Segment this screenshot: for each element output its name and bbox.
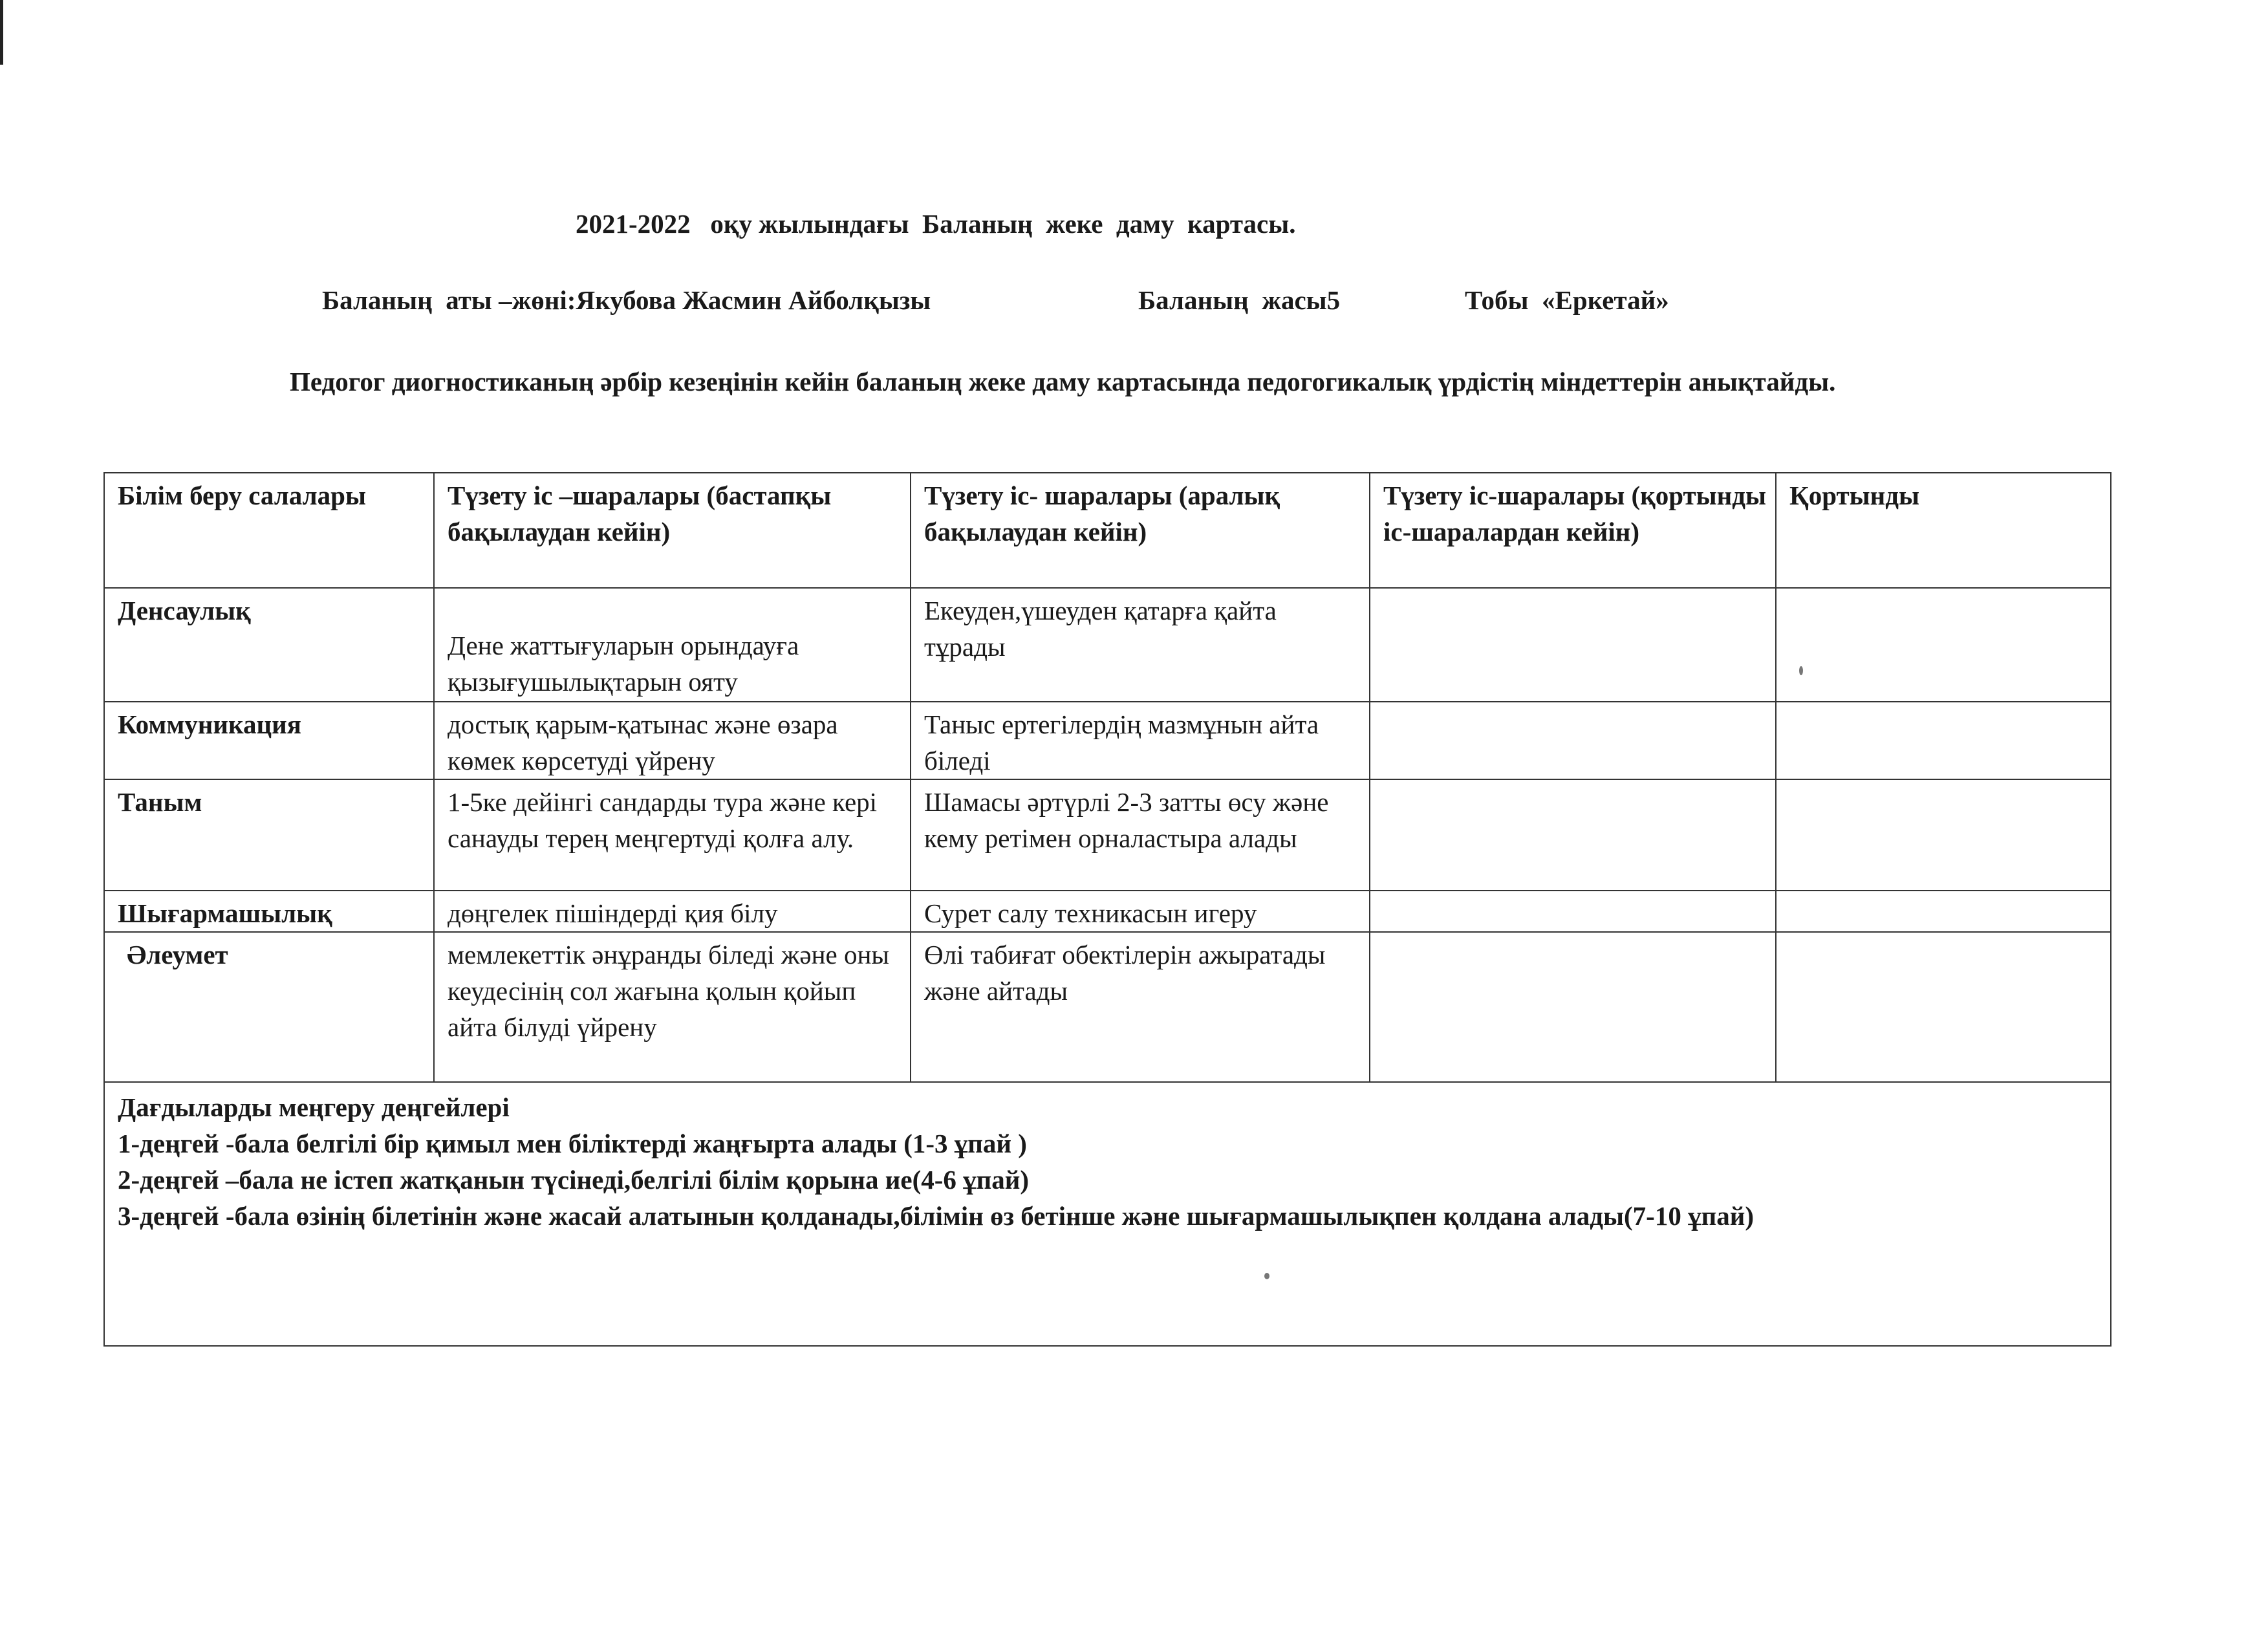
document-title: 2021-2022 оқу жылындағы Баланың жеке даму картасы.	[576, 209, 1296, 239]
area-cell: Денсаулық	[104, 588, 434, 702]
initial-cell: мемлекеттік әнұранды біледі және оны кеудесінің сол жағына қолын қойып айта білуді үйрену	[434, 932, 911, 1082]
final-cell	[1370, 891, 1776, 932]
header-conclusion: Қортынды	[1776, 473, 2111, 588]
initial-cell: Дене жаттығуларын орындауға қызығушылықтарын ояту	[434, 588, 911, 702]
levels-row	[104, 1082, 2111, 1346]
development-card-table	[103, 472, 2111, 1347]
intermediate-cell: Таныс ертегілердің мазмұнын айта біледі	[911, 702, 1370, 779]
area-cell: Коммуникация	[104, 702, 434, 779]
area-cell: Шығармашылық	[104, 891, 434, 932]
scan-edge-mark	[0, 0, 3, 65]
intermediate-cell: Өлі табиғат обектілерін ажыратады және айтады	[911, 932, 1370, 1082]
conclusion-cell	[1776, 588, 2111, 702]
conclusion-cell	[1776, 702, 2111, 779]
table-row	[104, 702, 2111, 779]
conclusion-cell	[1776, 932, 2111, 1082]
header-row	[104, 473, 2111, 588]
conclusion-cell	[1776, 779, 2111, 891]
child-group: Тобы «Еркетай»	[1465, 285, 1669, 315]
intermediate-cell: Шамасы әртүрлі 2-3 затты өсу және кему ретімен орналастыра алады	[911, 779, 1370, 891]
level-item: 3-деңгей -бала өзінің білетінін және жасай алатынын қолданады,білімін өз бетінше және шығармашылықпен қолдана алады(7-10 ұпай)	[118, 1201, 1754, 1231]
initial-cell: 1-5ке дейінгі сандарды тура және кері санауды терең меңгертуді қолға алу.	[434, 779, 911, 891]
scan-speck	[1264, 1273, 1269, 1279]
final-cell	[1370, 932, 1776, 1082]
child-age: Баланың жасы5	[1138, 285, 1341, 315]
initial-cell: дөңгелек пішіндерді қия білу	[434, 891, 911, 932]
final-cell	[1370, 702, 1776, 779]
header-areas: Білім беру салалары	[104, 473, 434, 588]
area-cell: Таным	[104, 779, 434, 891]
level-item: 1-деңгей -бала белгілі бір қимыл мен біліктерді жаңғырта алады (1-3 ұпай )	[118, 1129, 1027, 1158]
intermediate-cell: Екеуден,үшеуден қатарға қайта тұрады	[911, 588, 1370, 702]
child-name: Баланың аты –жөні:Якубова Жасмин Айболқызы	[322, 285, 931, 315]
table-row	[104, 588, 2111, 702]
header-final-measures: Түзету іс-шаралары (қортынды іс-шаралардан кейін)	[1370, 473, 1776, 588]
initial-cell: достық қарым-қатынас және өзара көмек көрсетуді үйрену	[434, 702, 911, 779]
final-cell	[1370, 588, 1776, 702]
header-initial-measures: Түзету іс –шаралары (бастапқы бақылаудан кейін)	[434, 473, 911, 588]
table-row	[104, 779, 2111, 891]
levels-title: Дағдыларды меңгеру деңгейлері	[118, 1092, 510, 1122]
table-row	[104, 891, 2111, 932]
intro-paragraph: Педогог диогностиканың әрбір кезеңінін кейін баланың жеке даму картасында педогогикалық үрдістің міндеттерін анықтайды.	[290, 367, 1836, 396]
level-item: 2-деңгей –бала не істеп жатқанын түсінеді,белгілі білім қорына ие(4-6 ұпай)	[118, 1165, 1030, 1195]
final-cell	[1370, 779, 1776, 891]
scan-speck	[1799, 666, 1803, 675]
levels-cell	[104, 1082, 2111, 1346]
conclusion-cell	[1776, 891, 2111, 932]
area-cell: Әлеумет	[104, 932, 434, 1082]
table-row	[104, 932, 2111, 1082]
header-intermediate-measures: Түзету іс- шаралары (аралық бақылаудан кейін)	[911, 473, 1370, 588]
intermediate-cell: Сурет салу техникасын игеру	[911, 891, 1370, 932]
